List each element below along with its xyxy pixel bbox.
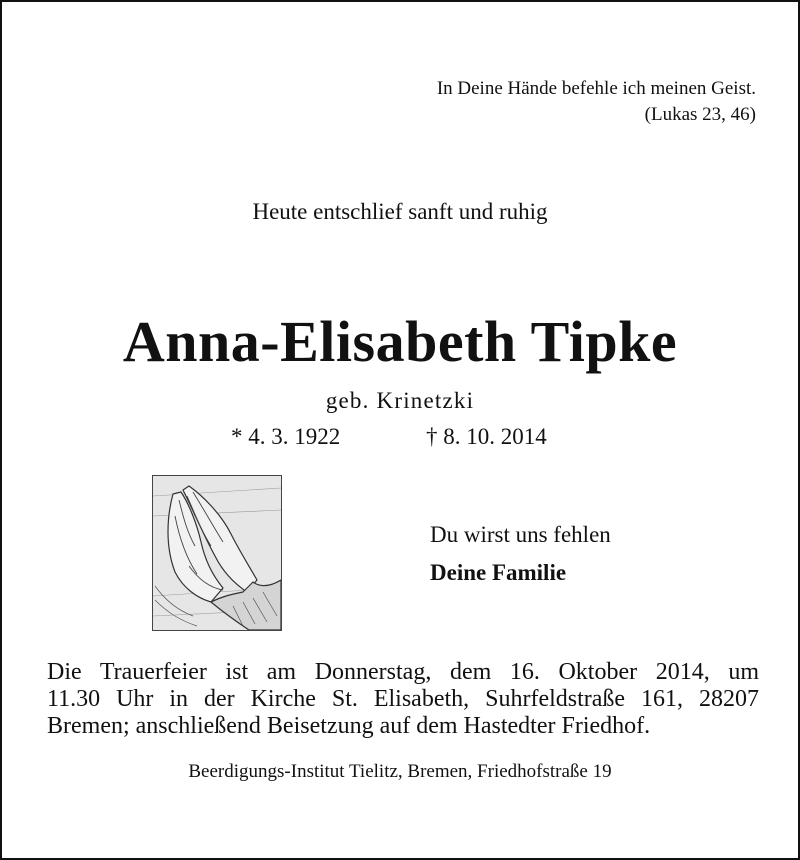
death-date: † 8. 10. 2014	[426, 424, 547, 449]
maiden-name: geb. Krinetzki	[325, 388, 475, 413]
bible-verse	[437, 76, 756, 128]
funeral-home: Beerdigungs-Institut Tielitz, Bremen, Friedhofstraße 19	[188, 761, 612, 782]
verse-reference: (Lukas 23, 46)	[644, 104, 756, 125]
family-signoff: Deine Familie	[430, 560, 567, 585]
deceased-name: Anna-Elisabeth Tipke	[122, 309, 678, 374]
funeral-service-details	[47, 659, 759, 740]
service-line: Bremen; anschließend Beisetzung auf dem Hastedter Friedhof.	[47, 713, 651, 739]
verse-quote: In Deine Hände befehle ich meinen Geist.	[436, 78, 756, 99]
praying-hands-icon	[152, 475, 282, 631]
closing-line: Du wirst uns fehlen	[430, 522, 611, 547]
birth-date: * 4. 3. 1922	[231, 424, 341, 449]
intro-text: Heute entschlief sanft und ruhig	[252, 199, 548, 224]
service-line: 11.30 Uhr in der Kirche St. Elisabeth, Suhrfeldstraße 161, 28207	[47, 686, 759, 712]
service-line: Die Trauerfeier ist am Donnerstag, dem 16. Oktober 2014, um	[47, 659, 759, 685]
